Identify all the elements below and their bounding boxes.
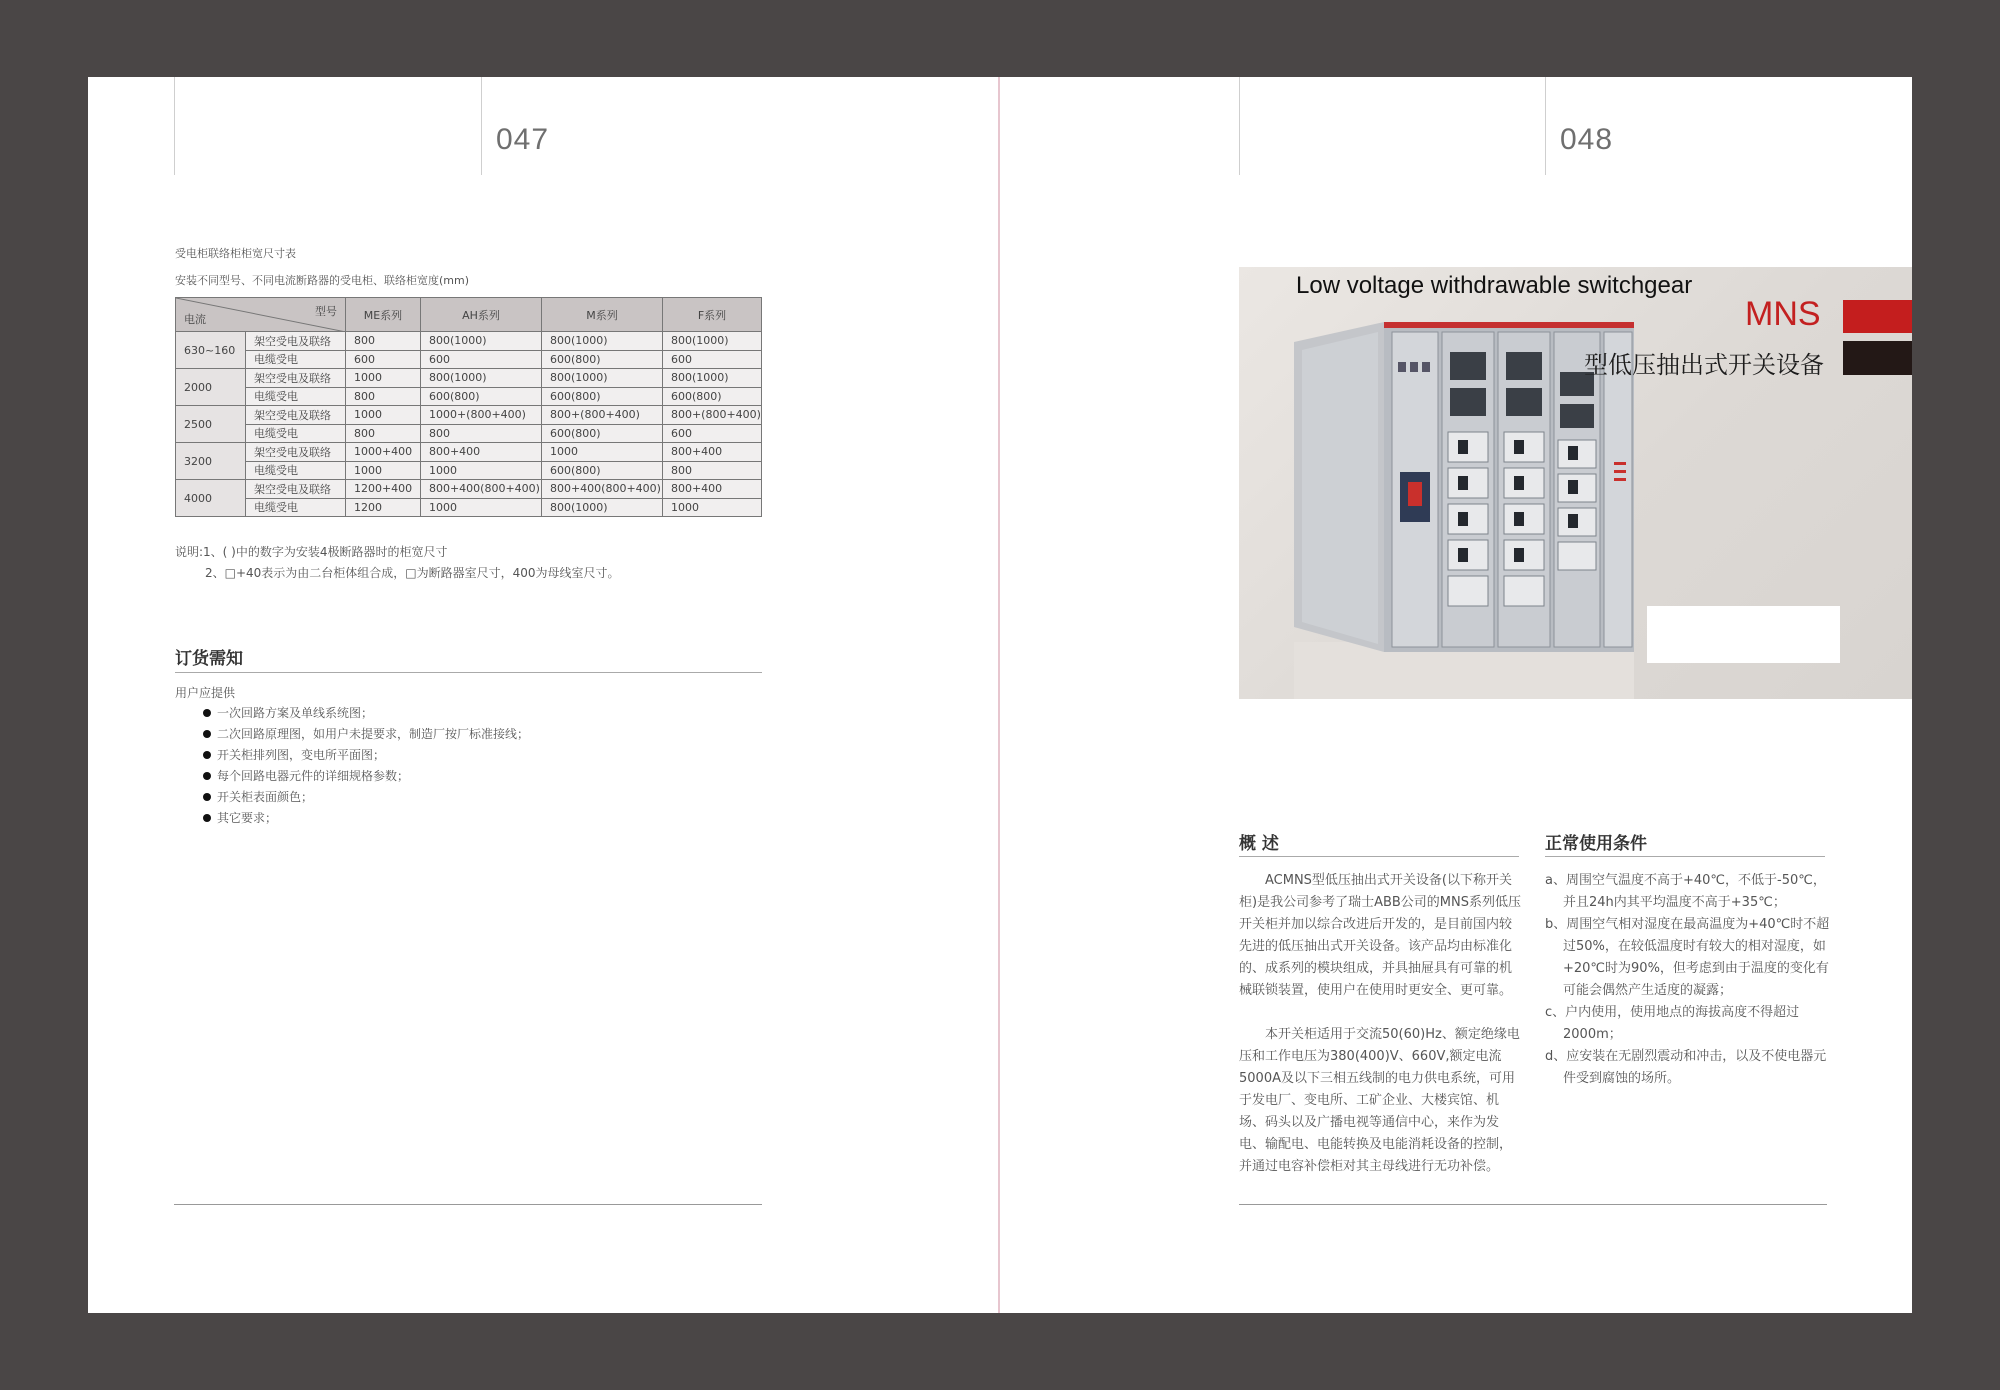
section-rule xyxy=(1545,856,1825,857)
width-cell: 1000+(800+400) xyxy=(420,406,541,425)
width-cell: 800 xyxy=(662,461,761,480)
product-hero-banner xyxy=(1239,267,1912,699)
page-number: 047 xyxy=(496,123,550,156)
width-cell: 600 xyxy=(662,424,761,443)
width-cell: 1000 xyxy=(420,461,541,480)
width-cell: 1000 xyxy=(345,406,420,425)
condition-item: a、周围空气温度不高于+40℃，不低于-50℃，并且24h内其平均温度不高于+35℃； xyxy=(1545,873,1826,910)
width-cell: 600 xyxy=(345,350,420,369)
list-item-text: 每个回路电器元件的详细规格参数； xyxy=(217,769,410,783)
width-cell: 800(1000) xyxy=(541,332,662,351)
width-cell: 800 xyxy=(345,424,420,443)
table-row xyxy=(176,461,762,480)
accent-bar-dark xyxy=(1843,341,1912,375)
table-row xyxy=(176,498,762,517)
table-row xyxy=(176,406,762,425)
header-rule xyxy=(481,77,482,175)
width-cell: 1000 xyxy=(345,369,420,388)
width-cell: 600(800) xyxy=(420,387,541,406)
header-rule xyxy=(174,77,175,175)
width-cell: 600(800) xyxy=(541,350,662,369)
conditions-list xyxy=(1545,870,1830,1090)
list-item-text: 开关柜排列图，变电所平面图； xyxy=(217,748,386,762)
overview-section-title: 概 述 xyxy=(1239,834,1279,854)
cabinet-type-cell: 电缆受电 xyxy=(245,498,345,517)
width-cell: 600(800) xyxy=(541,461,662,480)
width-cell: 800(1000) xyxy=(662,369,761,388)
page-number: 048 xyxy=(1560,123,1614,156)
list-item xyxy=(203,808,529,829)
cabinet-type-cell: 电缆受电 xyxy=(245,461,345,480)
width-cell: 800(1000) xyxy=(420,369,541,388)
width-cell: 800(1000) xyxy=(662,332,761,351)
order-list xyxy=(203,703,529,829)
switchgear-cabinet-image xyxy=(1294,322,1634,699)
width-cell: 800+400 xyxy=(420,443,541,462)
table-corner-header xyxy=(176,298,346,332)
width-cell: 600(800) xyxy=(541,387,662,406)
section-rule xyxy=(1239,856,1519,857)
bullet-icon xyxy=(203,751,211,759)
list-item-text: 二次回路原理图，如用户未提要求，制造厂按厂标准接线； xyxy=(217,727,530,741)
accent-bar-red xyxy=(1843,300,1912,333)
width-cell: 1000 xyxy=(662,498,761,517)
width-cell: 1200 xyxy=(345,498,420,517)
bullet-icon xyxy=(203,772,211,780)
overview-text xyxy=(1239,870,1521,1178)
bullet-icon xyxy=(203,793,211,801)
product-title-chinese: 型低压抽出式开关设备 xyxy=(1584,351,1824,379)
current-cell: 630~160 xyxy=(176,332,246,369)
cabinet-type-cell: 电缆受电 xyxy=(245,424,345,443)
cabinet-type-cell: 架空受电及联络 xyxy=(245,332,345,351)
width-cell: 1000 xyxy=(541,443,662,462)
cabinet-type-cell: 架空受电及联络 xyxy=(245,443,345,462)
width-cell: 600(800) xyxy=(541,424,662,443)
column-header: ME系列 xyxy=(345,298,420,332)
current-cell: 4000 xyxy=(176,480,246,517)
header-rule xyxy=(1545,77,1546,175)
width-cell: 800+400 xyxy=(662,480,761,499)
condition-item: d、应安装在无剧烈震动和冲击，以及不使电器元件受到腐蚀的场所。 xyxy=(1545,1049,1827,1086)
table-row xyxy=(176,424,762,443)
cabinet-type-cell: 电缆受电 xyxy=(245,387,345,406)
section-rule xyxy=(175,672,762,673)
table-row xyxy=(176,443,762,462)
conditions-section-title: 正常使用条件 xyxy=(1545,834,1647,854)
order-intro: 用户应提供 xyxy=(175,686,236,700)
width-cell: 600 xyxy=(662,350,761,369)
width-cell: 800+(800+400) xyxy=(662,406,761,425)
bullet-icon xyxy=(203,814,211,822)
table-header-row xyxy=(176,298,762,332)
width-cell: 1000 xyxy=(420,498,541,517)
table-body xyxy=(176,332,762,517)
table-row xyxy=(176,387,762,406)
header-rule xyxy=(1239,77,1240,175)
current-cell: 2500 xyxy=(176,406,246,443)
note-line: 说明:1、( )中的数字为安装4极断路器时的柜宽尺寸 xyxy=(175,545,448,559)
width-cell: 1000 xyxy=(345,461,420,480)
table-notes xyxy=(175,542,620,584)
order-section-title: 订货需知 xyxy=(175,649,243,669)
list-item xyxy=(203,745,529,766)
width-cell: 600(800) xyxy=(662,387,761,406)
list-item xyxy=(203,724,529,745)
footer-rule xyxy=(174,1204,762,1205)
note-line: 2、□+40表示为由二台柜体组合成，□为断路器室尺寸，400为母线室尺寸。 xyxy=(205,566,620,580)
width-cell: 1200+400 xyxy=(345,480,420,499)
width-cell: 800 xyxy=(345,332,420,351)
width-cell: 800(1000) xyxy=(541,369,662,388)
column-header: M系列 xyxy=(541,298,662,332)
width-cell: 800+400 xyxy=(662,443,761,462)
width-cell: 1000+400 xyxy=(345,443,420,462)
column-header: AH系列 xyxy=(420,298,541,332)
width-cell: 600 xyxy=(420,350,541,369)
left-page xyxy=(88,77,1000,1313)
right-page xyxy=(1000,77,1912,1313)
blank-label-box xyxy=(1647,606,1840,663)
table-row xyxy=(176,480,762,499)
width-cell: 800+(800+400) xyxy=(541,406,662,425)
bullet-icon xyxy=(203,730,211,738)
width-cell: 800+400(800+400) xyxy=(420,480,541,499)
list-item xyxy=(203,703,529,724)
corner-model-label: 型号 xyxy=(314,305,337,318)
footer-rule xyxy=(1239,1204,1827,1205)
table-subtitle: 安装不同型号、不同电流断路器的受电柜、联络柜宽度(mm) xyxy=(175,274,470,287)
width-cell: 800 xyxy=(345,387,420,406)
brochure-spread xyxy=(88,77,1912,1313)
column-header: F系列 xyxy=(662,298,761,332)
product-model-name: MNS xyxy=(1745,295,1821,333)
list-item-text: 其它要求； xyxy=(217,811,278,825)
cabinet-type-cell: 架空受电及联络 xyxy=(245,480,345,499)
bullet-icon xyxy=(203,709,211,717)
width-cell: 800 xyxy=(420,424,541,443)
cabinet-type-cell: 电缆受电 xyxy=(245,350,345,369)
table-row xyxy=(176,350,762,369)
width-cell: 800+400(800+400) xyxy=(541,480,662,499)
list-item-text: 开关柜表面颜色； xyxy=(217,790,314,804)
cabinet-type-cell: 架空受电及联络 xyxy=(245,369,345,388)
current-cell: 3200 xyxy=(176,443,246,480)
corner-current-label: 电流 xyxy=(184,313,206,326)
product-title-english: Low voltage withdrawable switchgear xyxy=(1296,272,1693,299)
table-row xyxy=(176,332,762,351)
table-title: 受电柜联络柜柜宽尺寸表 xyxy=(175,247,296,260)
overview-paragraph: 本开关柜适用于交流50(60)Hz、额定绝缘电压和工作电压为380(400)V、660V,额定电流5000A及以下三相五线制的电力供电系统，可用于发电厂、变电所、工矿企业、大楼宾馆、机场、码头以及广播电视等通信中心，来作为发电、输配电、电能转换及电能消耗设备的控制，并通过电容补偿柜对其主母线进行无功补偿。 xyxy=(1239,1027,1520,1174)
list-item xyxy=(203,766,529,787)
width-cell: 800(1000) xyxy=(420,332,541,351)
list-item-text: 一次回路方案及单线系统图； xyxy=(217,706,374,720)
cabinet-width-table xyxy=(175,297,762,517)
condition-item: b、周围空气相对湿度在最高温度为+40℃时不超过50%，在较低温度时有较大的相对湿度，如+20℃时为90%，但考虑到由于温度的变化有可能会偶然产生适度的凝露； xyxy=(1545,917,1830,998)
overview-paragraph: ACMNS型低压抽出式开关设备(以下称开关柜)是我公司参考了瑞士ABB公司的MNS系列低压开关柜并加以综合改进后开发的，是目前国内较先进的低压抽出式开关设备。该产品均由标准化的、成系列的模块组成，并具抽屉具有可靠的机械联锁装置，使用户在使用时更安全、更可靠。 xyxy=(1239,873,1521,998)
cabinet-type-cell: 架空受电及联络 xyxy=(245,406,345,425)
width-cell: 800(1000) xyxy=(541,498,662,517)
table-row xyxy=(176,369,762,388)
list-item xyxy=(203,787,529,808)
condition-item: c、户内使用，使用地点的海拔高度不得超过2000m； xyxy=(1545,1005,1800,1042)
current-cell: 2000 xyxy=(176,369,246,406)
